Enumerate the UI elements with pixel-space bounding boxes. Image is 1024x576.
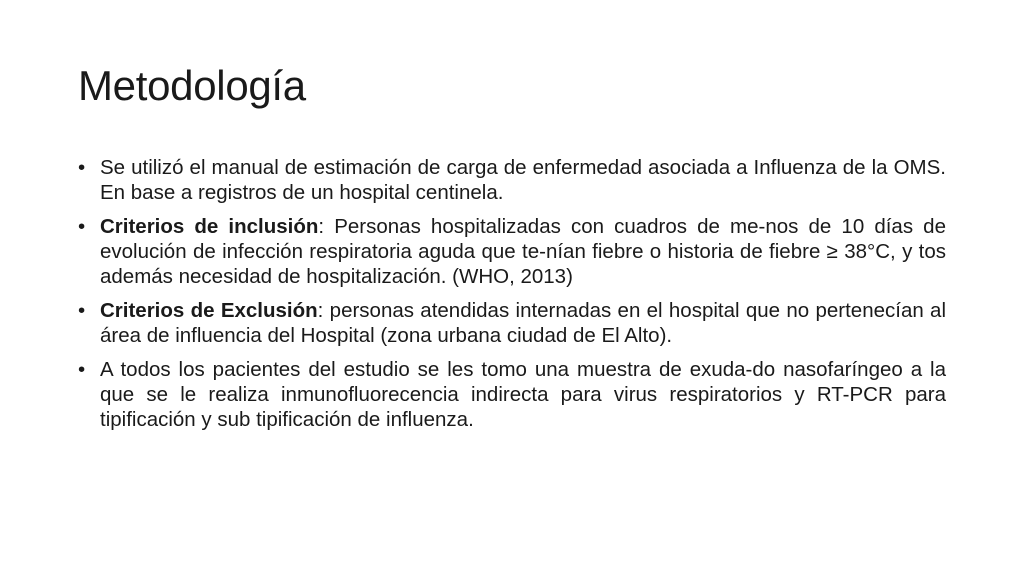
bullet-list (78, 155, 946, 441)
bullet-text: Se utilizó el manual de estimación de carga de enfermedad asociada a Influenza de la OMS. En base a registros de un hospital centinela. (100, 156, 946, 204)
bullet-item-samples (78, 357, 946, 432)
bullet-lead: Criterios de Exclusión (100, 299, 318, 322)
bullet-dot-icon: • (78, 299, 86, 322)
bullet-lead: Criterios de inclusión (100, 215, 319, 238)
bullet-dot-icon: • (78, 215, 86, 238)
bullet-text: : personas atendidas internadas en el hospital que no pertenecían al área de influencia del Hospital (zona urbana ciudad de El Alto). (100, 299, 947, 347)
bullet-item-methodology (78, 155, 946, 205)
slide-title: Metodología (78, 62, 306, 109)
bullet-item-exclusion (78, 298, 946, 348)
bullet-text: : Personas hospitalizadas con cuadros de me-nos de 10 días de evolución de infección respiratoria aguda que te-nían fiebre o historia de fiebre ≥ 38°C, y tos además necesidad de hospitalización. (WHO, 2013) (100, 215, 946, 288)
bullet-item-inclusion (78, 214, 946, 289)
bullet-text: A todos los pacientes del estudio se les tomo una muestra de exuda-do nasofaríngeo a la que se le realiza inmunofluorecencia indirecta para virus respiratorios y RT-PCR para tipificación y sub tipificación de influenza. (100, 358, 946, 431)
bullet-dot-icon: • (78, 156, 86, 179)
bullet-dot-icon: • (78, 358, 86, 381)
